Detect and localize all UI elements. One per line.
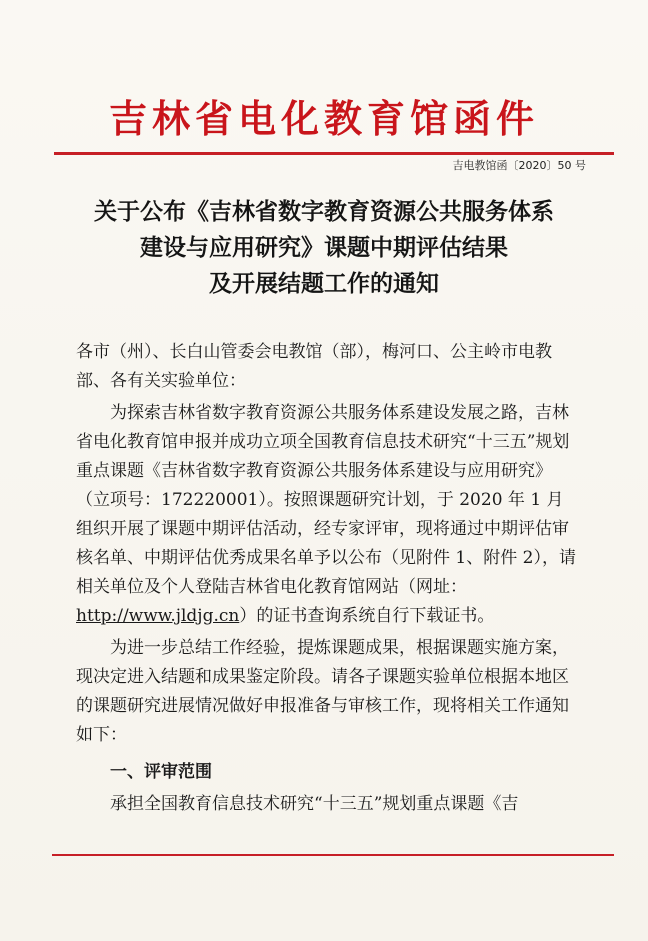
paragraph-conclusion-stage: 为进一步总结工作经验，提炼课题成果，根据课题实施方案，现决定进入结题和成果鉴定阶段。请各子课题实验单位根据本地区的课题研究进展情况做好申报准备与审核工作，现将相关工作通知如下： xyxy=(76,638,569,745)
paragraph1-suffix: ）的证书查询系统自行下载证书。 xyxy=(239,606,495,626)
paragraph-assessment-results xyxy=(76,399,576,631)
section-review-scope-text: 承担全国教育信息技术研究“十三五”规划重点课题《吉 xyxy=(110,794,519,814)
letterhead-title: 吉林省电化教育馆函件 xyxy=(108,96,539,141)
website-link[interactable]: http://www.jldjg.cn xyxy=(76,606,240,626)
notice-title-line-3: 及开展结题工作的通知 xyxy=(209,271,439,297)
notice-title-line-1: 关于公布《吉林省数字教育资源公共服务体系 xyxy=(94,199,554,225)
notice-body xyxy=(76,338,576,819)
letterhead-red-rule xyxy=(54,152,614,155)
document-number: 吉电教馆函〔2020〕50 号 xyxy=(452,159,586,172)
notice-title-line-2: 建设与应用研究》课题中期评估结果 xyxy=(140,235,508,261)
section-heading-review-scope: 一、评审范围 xyxy=(110,762,212,782)
paragraph1-prefix: 为探索吉林省数字教育资源公共服务体系建设发展之路，吉林省电化教育馆申报并成功立项全国教育信息技术研究“十三五”规划重点课题《吉林省数字教育资源公共服务体系建设与应用研究》（立项号：172220001）。按照课题研究计划，于 2020 年 1 月组织开展了课题中期评估活动，经专家评审，现将通过中期评估审核名单、中期评估优秀成果名单予以公布（见附件 1、附件 2），请相关单位及个人登陆吉林省电化教育馆网站（网址： xyxy=(76,403,576,597)
addressee-paragraph: 各市（州）、长白山管委会电教馆（部），梅河口、公主岭市电教部、各有关实验单位： xyxy=(76,342,552,391)
notice-title xyxy=(54,194,594,302)
footer-red-rule xyxy=(52,854,614,856)
